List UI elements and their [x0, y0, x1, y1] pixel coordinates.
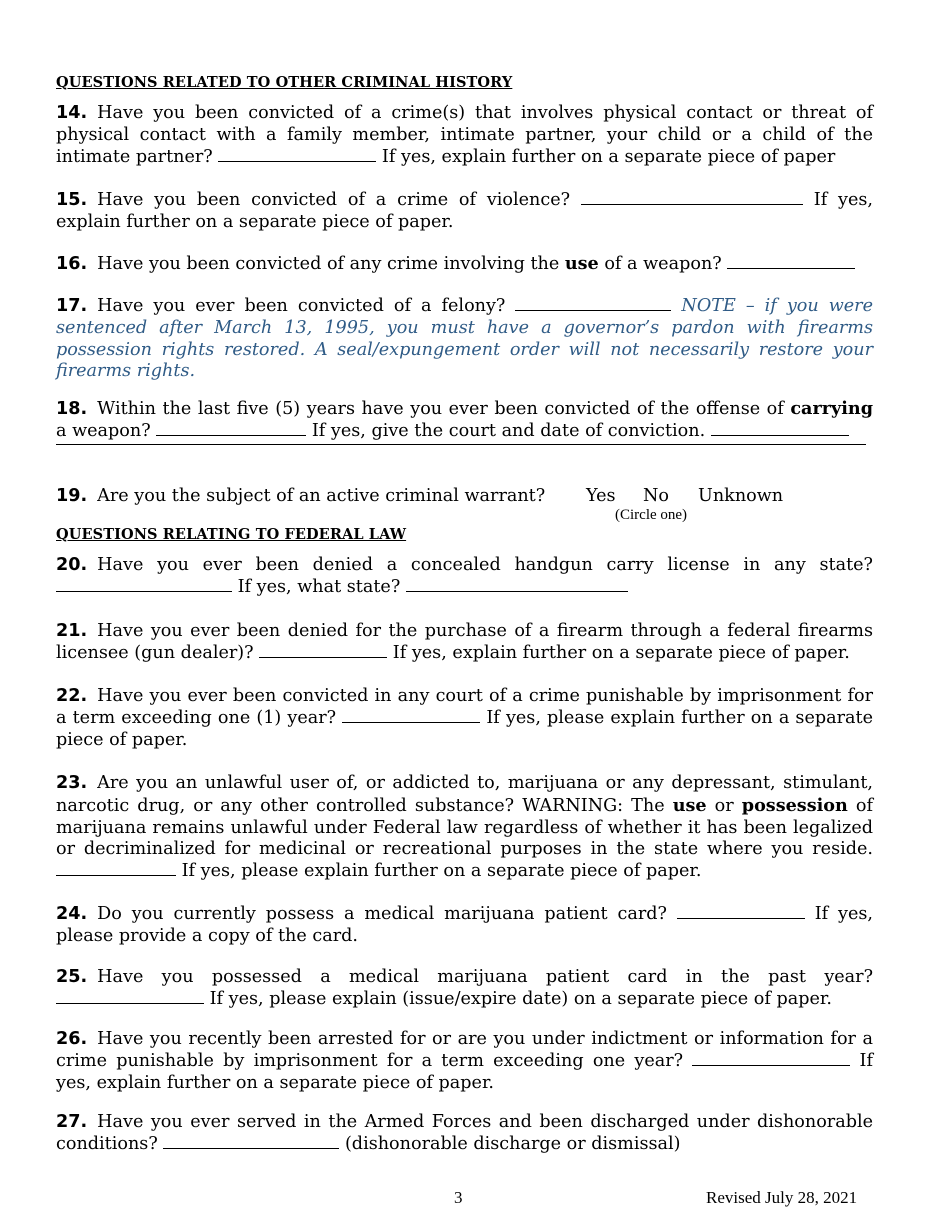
- question-tail: If yes, give the court and date of conviction.: [311, 420, 706, 441]
- question-text: Have you ever been convicted in any court of a crime punishable by imprisonment for a term exceeding one (1) year?: [56, 686, 873, 728]
- question-text: Within the last five (5) years have you ever been convicted of the offense of: [97, 399, 784, 419]
- question-text: Have you ever been denied for the purchase of a firearm through a federal firearms licensee (gun dealer)?: [56, 621, 873, 663]
- option-unknown[interactable]: Unknown: [698, 486, 784, 506]
- question-number: 24.: [56, 904, 88, 924]
- question-text-cont: a weapon?: [56, 420, 151, 441]
- answer-blank-24[interactable]: [677, 904, 805, 919]
- question-20: [56, 555, 873, 599]
- emphasis-possession: possession: [741, 794, 848, 816]
- circle-one-note: (Circle one): [615, 507, 688, 523]
- question-text-cont: of marijuana remains unlawful under Federal law regardless of whether it has been legalized or decriminalized for medicinal or recreational purposes in the state where you reside.: [56, 795, 874, 860]
- section-heading-federal-law: QUESTIONS RELATING TO FEDERAL LAW: [56, 526, 407, 543]
- question-number: 26.: [56, 1029, 88, 1049]
- answer-blank-27[interactable]: [163, 1134, 339, 1149]
- question-27: [56, 1112, 873, 1156]
- question-number: 16.: [56, 254, 88, 274]
- answer-blank-15[interactable]: [581, 190, 803, 205]
- answer-blank-16[interactable]: [727, 254, 855, 269]
- question-text: Do you currently possess a medical marijuana patient card?: [97, 904, 667, 924]
- question-text: Are you an unlawful user of, or addicted to, marijuana or any depressant, stimulant, narcotic drug, or any other controlled substance? WARNING: The: [56, 773, 873, 816]
- emphasis-carrying: carrying: [790, 398, 873, 419]
- question-text: Have you possessed a medical marijuana patient card in the past year?: [97, 967, 873, 987]
- question-number: 23.: [56, 773, 88, 793]
- question-tail: If yes, explain further on a separate piece of paper.: [392, 642, 850, 663]
- question-16: [56, 253, 873, 276]
- question-26: [56, 1029, 873, 1094]
- page-number: 3: [454, 1188, 463, 1207]
- question-24: [56, 904, 873, 948]
- question-tail: If yes, explain further on a separate piece of paper: [381, 146, 836, 167]
- answer-blank-25[interactable]: [56, 989, 204, 1004]
- question-text: Have you ever been denied a concealed handgun carry license in any state?: [97, 555, 873, 575]
- question-text: Have you ever served in the Armed Forces and been discharged under dishonorable conditions?: [56, 1112, 873, 1154]
- question-number: 20.: [56, 555, 88, 575]
- question-14: [56, 103, 873, 168]
- answer-blank-18[interactable]: [156, 421, 306, 436]
- question-tail: If yes, explain further on a separate piece of paper.: [56, 190, 874, 232]
- question-tail: If yes, what state?: [237, 576, 401, 597]
- question-text: Have you been convicted of a crime(s) that involves physical contact or threat of physical contact with a family member, intimate partner, your child or a child of the intimate partner?: [56, 103, 873, 167]
- question-tail: If yes, please provide a copy of the card.: [56, 904, 873, 946]
- answer-blank-23[interactable]: [56, 861, 176, 876]
- answer-blank-14[interactable]: [218, 147, 376, 162]
- question-text-cont: of a weapon?: [604, 254, 722, 274]
- emphasis-use: use: [672, 794, 707, 816]
- option-yes[interactable]: Yes: [586, 486, 616, 506]
- question-number: 21.: [56, 621, 88, 641]
- question-15: [56, 190, 873, 234]
- revised-date: Revised July 28, 2021: [706, 1188, 858, 1207]
- state-blank-20[interactable]: [406, 577, 628, 592]
- question-number: 18.: [56, 399, 88, 419]
- question-tail: If yes, please explain further on a separate piece of paper.: [56, 707, 874, 750]
- question-18: [56, 398, 873, 443]
- option-no[interactable]: No: [643, 486, 669, 506]
- question-17: [56, 296, 873, 383]
- question-text: Have you ever been convicted of a felony?: [97, 296, 506, 316]
- question-text: Have you recently been arrested for or are you under indictment or information for a crime punishable by imprisonment for a term exceeding one year?: [56, 1029, 873, 1071]
- question-text-or: or: [714, 795, 734, 816]
- answer-blank-26[interactable]: [692, 1051, 850, 1066]
- question-number: 17.: [56, 296, 88, 316]
- question-number: 14.: [56, 103, 88, 123]
- question-number: 25.: [56, 967, 88, 987]
- question-text: Have you been convicted of a crime of violence?: [97, 190, 571, 210]
- question-19: [56, 486, 616, 508]
- question-25: [56, 967, 873, 1011]
- felony-note: NOTE – if you were sentenced after March 13, 1995, you must have a governor’s pardon with firearms possession rights restored. A seal/expungement order will not necessarily restore your firearms rights.: [56, 296, 874, 382]
- question-23: [56, 773, 873, 883]
- question-22: [56, 686, 873, 751]
- question-tail: (dishonorable discharge or dismissal): [344, 1133, 681, 1154]
- court-date-blank[interactable]: [711, 421, 849, 436]
- question-text: Are you the subject of an active criminal warrant?: [97, 486, 546, 506]
- question-number: 22.: [56, 686, 88, 706]
- question-number: 19.: [56, 486, 88, 506]
- question-number: 15.: [56, 190, 88, 210]
- answer-blank-21[interactable]: [259, 643, 387, 658]
- question-21: [56, 621, 873, 665]
- question-tail: If yes, please explain further on a separate piece of paper.: [181, 861, 702, 882]
- answer-blank-20[interactable]: [56, 577, 232, 592]
- question-text: Have you been convicted of any crime involving the: [97, 254, 560, 274]
- question-number: 27.: [56, 1112, 88, 1132]
- question-tail: If yes, please explain (issue/expire date) on a separate piece of paper.: [209, 988, 832, 1009]
- court-date-line[interactable]: [56, 444, 866, 445]
- answer-blank-17[interactable]: [515, 296, 671, 311]
- answer-blank-22[interactable]: [342, 708, 480, 723]
- emphasis-use: use: [564, 253, 599, 274]
- question-tail: If yes, explain further on a separate piece of paper.: [56, 1050, 874, 1093]
- section-heading-criminal-history: QUESTIONS RELATED TO OTHER CRIMINAL HISTORY: [56, 74, 513, 91]
